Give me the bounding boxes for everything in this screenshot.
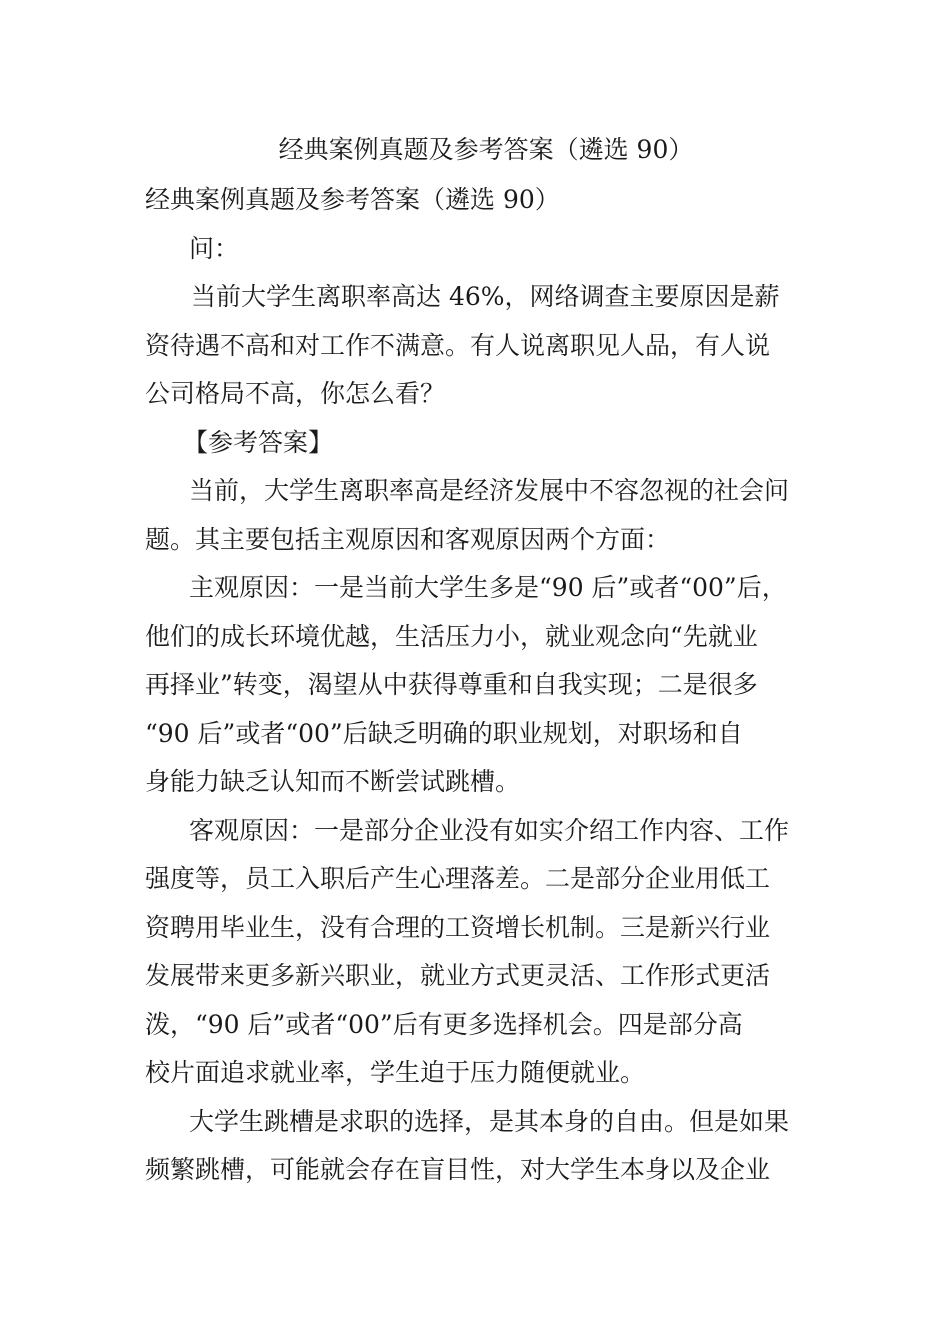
question-line: 资待遇不高和对工作不满意。有人说离职见人品，有人说 [145,330,771,360]
paragraph-line: 大学生跳槽是求职的选择，是其本身的自由。但是如果 [189,1106,790,1136]
paragraph-line: “90 后”或者“00”后缺乏明确的职业规划，对职场和自 [145,718,743,748]
document-title: 经典案例真题及参考答案（遴选 90） [278,135,694,164]
paragraph-line: 再择业”转变，渴望从中获得尊重和自我实现；二是很多 [145,670,758,699]
answer-label-paragraph [145,419,809,468]
question-label-paragraph [145,225,809,274]
answer-label: 【参考答案】 [183,427,334,457]
paragraph-line: 客观原因：一是部分企业没有如实介绍工作内容、工作 [189,815,790,845]
paragraph-line: 当前，大学生离职率高是经济发展中不容忽视的社会问 [189,476,790,505]
paragraph-line: 身能力缺乏认知而不断尝试跳槽。 [145,767,521,796]
paragraph-line: 泼，“90 后”或者“00”后有更多选择机会。四是部分高 [145,1009,743,1039]
paragraph-line: 主观原因：一是当前大学生多是“90 后”或者“00”后， [189,573,787,602]
paragraph-line: 资聘用毕业生，没有合理的工资增长机制。三是新兴行业 [145,912,771,942]
answer-paragraph-conclusion [145,1098,809,1195]
document-subtitle: 经典案例真题及参考答案（遴选 90） [145,185,560,214]
paragraph-line: 题。其主要包括主观原因和客观原因两个方面： [145,524,671,554]
document-body [145,176,809,1195]
question-line: 公司格局不高，你怎么看？ [145,379,446,408]
paragraph-line: 强度等，员工入职后产生心理落差。二是部分企业用低工 [145,864,771,893]
question-label: 问： [189,233,240,263]
answer-paragraph-intro [145,467,809,564]
paragraph-line: 他们的成长环境优越，生活压力小，就业观念向“先就业 [145,621,758,651]
paragraph-line: 频繁跳槽，可能就会存在盲目性，对大学生本身以及企业 [145,1155,771,1184]
answer-paragraph-objective [145,807,809,1098]
paragraph-line: 发展带来更多新兴职业，就业方式更灵活、工作形式更活 [145,961,771,990]
question-line: 当前大学生离职率高达 46%，网络调查主要原因是薪 [191,282,780,311]
question-paragraph [145,273,809,419]
paragraph-line: 校片面追求就业率，学生迫于压力随便就业。 [145,1058,646,1087]
answer-paragraph-subjective [145,564,809,807]
